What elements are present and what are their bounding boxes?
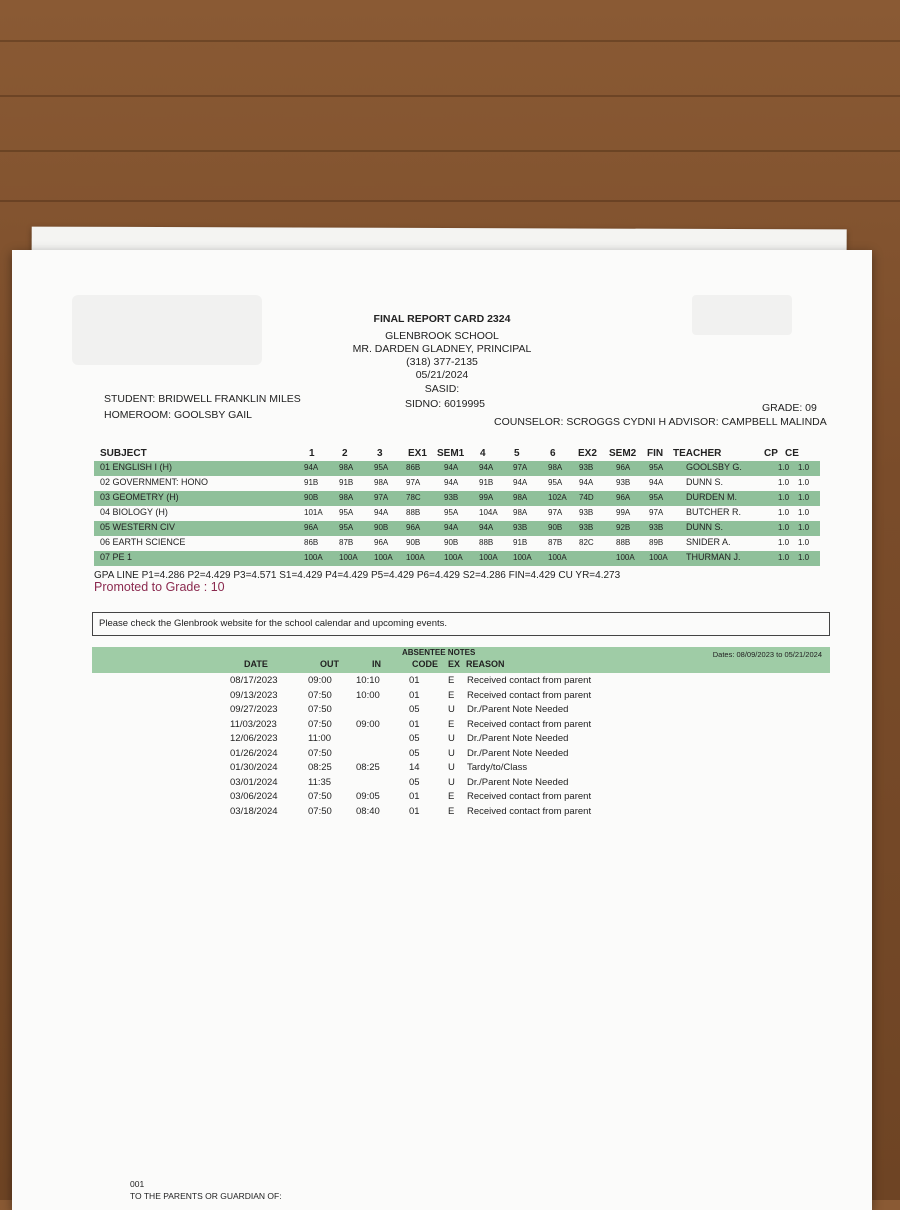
subject-name: 04 BIOLOGY (H): [100, 507, 168, 517]
grades-col-header: SEM2: [609, 448, 637, 459]
absentee-reason: Received contact from parent: [467, 791, 592, 802]
absentee-out: 11:35: [308, 776, 332, 788]
grade-cell-g2: 91B: [339, 478, 354, 487]
school-name: GLENBROOK SCHOOL: [385, 330, 499, 342]
absentee-ex: E: [448, 689, 455, 701]
grade-cell-g3: 96A: [374, 538, 389, 547]
grade-cell-sem1: 94A: [444, 463, 459, 472]
grade-level: GRADE: 09: [762, 402, 817, 414]
principal-name: MR. DARDEN GLADNEY, PRINCIPAL: [352, 343, 532, 355]
grades-col-header: FIN: [647, 448, 664, 459]
grade-cell-sem2: 100A: [616, 553, 635, 562]
credit-ce: 1.0: [798, 538, 810, 547]
footer-page-code: 001: [130, 1179, 145, 1189]
credit-ce: 1.0: [798, 508, 810, 517]
grade-cell-g6: 95A: [548, 478, 563, 487]
credit-cp: 1.0: [778, 553, 790, 562]
grade-cell-g3: 97A: [374, 493, 389, 502]
wood-grain: [0, 150, 900, 152]
absentee-code: 01: [409, 791, 420, 802]
grade-cell-g1: 91B: [304, 478, 319, 487]
grade-cell-g3: 95A: [374, 463, 389, 472]
teacher-name: GOOLSBY G.: [686, 462, 742, 472]
sidno: SIDNO: 6019995: [405, 398, 485, 410]
subject-name: 05 WESTERN CIV: [100, 522, 176, 532]
grade-cell-g4: 99A: [479, 493, 494, 502]
grade-cell-sem1: 100A: [444, 553, 463, 562]
absentee-out: 07:50: [308, 791, 332, 802]
grade-cell-ex1: 100A: [406, 553, 425, 562]
grade-cell-g4: 100A: [479, 553, 498, 562]
teacher-name: DUNN S.: [686, 522, 724, 532]
subject-name: 01 ENGLISH I (H): [100, 462, 173, 472]
grades-col-header: 4: [480, 448, 486, 459]
subject-name: 07 PE 1: [100, 552, 133, 562]
grade-row: [94, 536, 820, 551]
subject-name: 03 GEOMETRY (H): [100, 492, 179, 502]
footer: [130, 1178, 282, 1202]
grade-cell-ex2: 94A: [579, 478, 594, 487]
grade-cell-g4: 88B: [479, 538, 494, 547]
absentee-out: 07:50: [308, 747, 332, 759]
absentee-date: 11/03/2023: [230, 718, 277, 730]
absentee-code: 05: [409, 747, 420, 759]
grade-cell-ex1: 90B: [406, 538, 421, 547]
counselor-advisor: COUNSELOR: SCROGGS CYDNI H ADVISOR: CAMPBELL MALINDA: [494, 416, 827, 428]
grade-cell-sem1: 94A: [444, 478, 459, 487]
grade-row: [94, 461, 820, 476]
grades-col-header: SUBJECT: [100, 448, 147, 459]
grade-cell-ex2: 93B: [579, 523, 594, 532]
credit-cp: 1.0: [778, 508, 790, 517]
subject-name: 02 GOVERNMENT: HONO: [100, 477, 209, 487]
grade-cell-g6: 90B: [548, 523, 563, 532]
credit-cp: 1.0: [778, 493, 790, 502]
teacher-name: THURMAN J.: [686, 552, 741, 562]
grade-cell-sem1: 95A: [444, 508, 459, 517]
grade-cell-ex1: 86B: [406, 463, 421, 472]
grades-col-header: 1: [309, 448, 315, 459]
teacher-name: SNIDER A.: [686, 537, 731, 547]
absentee-out: 07:50: [308, 805, 332, 817]
grades-col-header: 2: [342, 448, 348, 459]
grade-row: [94, 476, 820, 491]
absentee-row: [12, 690, 872, 704]
absentee-ex: E: [448, 791, 455, 802]
grade-cell-ex1: 96A: [406, 523, 421, 532]
grade-cell-sem2: 93B: [616, 478, 631, 487]
report-date: 05/21/2024: [415, 369, 469, 381]
absentee-code: 05: [409, 776, 420, 788]
abs-col-reason: REASON: [466, 659, 505, 669]
grade-cell-g1: 86B: [304, 538, 319, 547]
absentee-reason: Received contact from parent: [467, 689, 592, 701]
grade-cell-ex1: 78C: [406, 493, 421, 502]
absentee-out: 07:50: [308, 718, 332, 730]
absentee-dates: Dates: 08/09/2023 to 05/21/2024: [712, 650, 822, 659]
credit-cp: 1.0: [778, 478, 790, 487]
absentee-row: [12, 675, 872, 689]
absentee-ex: U: [448, 776, 455, 788]
grade-cell-sem2: 96A: [616, 493, 631, 502]
grade-cell-g5: 91B: [513, 538, 528, 547]
student-name: STUDENT: BRIDWELL FRANKLIN MILES: [104, 393, 301, 405]
report-card-page: [12, 250, 872, 1210]
absentee-date: 03/06/2024: [230, 791, 278, 802]
footer-to-line: TO THE PARENTS OR GUARDIAN OF:: [130, 1191, 282, 1201]
grade-cell-g5: 93B: [513, 523, 528, 532]
grade-cell-g1: 94A: [304, 463, 319, 472]
absentee-date: 09/13/2023: [230, 689, 278, 701]
promotion-status: Promoted to Grade : 10: [94, 580, 225, 594]
absentee-reason: Received contact from parent: [467, 675, 592, 686]
grade-cell-g4: 94A: [479, 523, 494, 532]
grades-col-header: SEM1: [437, 448, 465, 459]
grade-cell-g4: 94A: [479, 463, 494, 472]
credit-cp: 1.0: [778, 463, 790, 472]
abs-col-in: IN: [372, 659, 381, 669]
grade-cell-g3: 90B: [374, 523, 389, 532]
grade-cell-g5: 97A: [513, 463, 528, 472]
absentee-ex: U: [448, 762, 455, 773]
absentee-row: [12, 791, 872, 805]
absentee-code: 01: [409, 805, 420, 817]
grade-cell-ex1: 88B: [406, 508, 421, 517]
notice-box: [92, 612, 830, 636]
wood-grain: [0, 200, 900, 202]
absentee-reason: Received contact from parent: [467, 718, 592, 730]
absentee-ex: E: [448, 718, 455, 730]
grade-cell-g6: 102A: [548, 493, 567, 502]
absentee-row: [12, 748, 872, 762]
grade-cell-g1: 100A: [304, 553, 323, 562]
absentee-reason: Dr./Parent Note Needed: [467, 747, 569, 759]
grade-cell-g5: 100A: [513, 553, 532, 562]
absentee-code: 14: [409, 762, 420, 773]
grade-cell-ex2: 93B: [579, 463, 594, 472]
absentee-row: [12, 719, 872, 733]
absentee-in: 09:00: [356, 718, 380, 730]
grade-cell-g1: 101A: [304, 508, 323, 517]
grades-col-header: CP: [764, 448, 778, 459]
absentee-out: 09:00: [308, 675, 332, 686]
absentee-date: 01/30/2024: [230, 762, 278, 773]
absentee-header-bar: [92, 647, 830, 673]
absentee-ex: E: [448, 675, 455, 686]
absentee-row: [12, 704, 872, 718]
grade-row: [94, 521, 820, 536]
teacher-name: DURDEN M.: [686, 492, 737, 502]
grade-cell-sem1: 94A: [444, 523, 459, 532]
absentee-out: 11:00: [308, 733, 332, 744]
grade-cell-fin: 97A: [649, 508, 664, 517]
grade-cell-ex1: 97A: [406, 478, 421, 487]
grade-cell-sem1: 93B: [444, 493, 459, 502]
abs-col-date: DATE: [244, 659, 268, 669]
grade-cell-g2: 87B: [339, 538, 354, 547]
grade-cell-fin: 95A: [649, 493, 664, 502]
grades-col-header: 5: [514, 448, 520, 459]
grade-cell-fin: 94A: [649, 478, 664, 487]
grade-cell-ex2: 82C: [579, 538, 594, 547]
absentee-ex: E: [448, 805, 455, 817]
wood-grain: [0, 95, 900, 97]
grade-cell-g2: 95A: [339, 508, 354, 517]
grades-col-header: CE: [785, 448, 799, 459]
absentee-reason: Dr./Parent Note Needed: [467, 733, 569, 744]
credit-cp: 1.0: [778, 523, 790, 532]
absentee-row: [12, 733, 872, 747]
absentee-ex: U: [448, 704, 455, 715]
grade-row: [94, 506, 820, 521]
absentee-code: 01: [409, 675, 420, 686]
absentee-reason: Dr./Parent Note Needed: [467, 776, 569, 788]
grade-cell-g4: 91B: [479, 478, 494, 487]
grades-col-header: EX1: [408, 448, 427, 459]
absentee-date: 03/18/2024: [230, 805, 278, 817]
absentee-reason: Dr./Parent Note Needed: [467, 704, 569, 715]
absentee-in: 09:05: [356, 791, 380, 802]
absentee-ex: U: [448, 747, 455, 759]
grade-cell-g2: 98A: [339, 463, 354, 472]
absentee-code: 05: [409, 704, 420, 715]
absentee-date: 12/06/2023: [230, 733, 278, 744]
absentee-code: 01: [409, 718, 420, 730]
grade-cell-sem2: 88B: [616, 538, 631, 547]
absentee-in: 08:25: [356, 762, 380, 773]
abs-col-ex: EX: [448, 659, 461, 669]
absentee-reason: Received contact from parent: [467, 805, 592, 817]
abs-col-out: OUT: [320, 659, 339, 669]
credit-ce: 1.0: [798, 493, 810, 502]
notice-text: Please check the Glenbrook website for the school calendar and upcoming events.: [99, 618, 448, 629]
absentee-ex: U: [448, 733, 455, 744]
absentee-date: 09/27/2023: [230, 704, 278, 715]
credit-ce: 1.0: [798, 478, 810, 487]
grade-cell-fin: 89B: [649, 538, 664, 547]
absentee-date: 08/17/2023: [230, 675, 278, 686]
grades-col-header: EX2: [578, 448, 597, 459]
grade-cell-g2: 100A: [339, 553, 358, 562]
absentee-code: 05: [409, 733, 420, 744]
absentee-date: 03/01/2024: [230, 776, 278, 788]
grade-cell-g6: 98A: [548, 463, 563, 472]
report-title: FINAL REPORT CARD 2324: [373, 313, 511, 325]
grade-cell-fin: 95A: [649, 463, 664, 472]
grade-cell-g6: 87B: [548, 538, 563, 547]
absentee-row: [12, 777, 872, 791]
school-phone: (318) 377-2135: [406, 356, 478, 368]
grade-row: [94, 551, 820, 566]
credit-ce: 1.0: [798, 463, 810, 472]
grade-cell-g6: 100A: [548, 553, 567, 562]
grade-cell-g5: 94A: [513, 478, 528, 487]
grade-cell-g6: 97A: [548, 508, 563, 517]
credit-ce: 1.0: [798, 523, 810, 532]
grade-cell-g4: 104A: [479, 508, 498, 517]
grade-cell-sem2: 92B: [616, 523, 631, 532]
absentee-in: 10:10: [356, 675, 380, 686]
grade-cell-sem2: 96A: [616, 463, 631, 472]
absentee-title: ABSENTEE NOTES: [402, 648, 476, 657]
grade-cell-g3: 94A: [374, 508, 389, 517]
wood-grain: [0, 40, 900, 42]
grade-cell-g3: 100A: [374, 553, 393, 562]
grade-cell-g2: 95A: [339, 523, 354, 532]
sasid-label: SASID:: [424, 383, 460, 395]
credit-ce: 1.0: [798, 553, 810, 562]
homeroom: HOMEROOM: GOOLSBY GAIL: [104, 409, 253, 421]
grade-cell-sem1: 90B: [444, 538, 459, 547]
grades-col-header: 6: [550, 448, 556, 459]
absentee-date: 01/26/2024: [230, 747, 278, 759]
abs-col-code: CODE: [412, 659, 439, 669]
absentee-in: 10:00: [356, 689, 380, 701]
grade-cell-ex2: 74D: [579, 493, 594, 502]
absentee-row: [12, 806, 872, 820]
absentee-reason: Tardy/to/Class: [467, 762, 528, 773]
absentee-in: 08:40: [356, 805, 380, 817]
teacher-name: DUNN S.: [686, 477, 724, 487]
absentee-out: 07:50: [308, 704, 332, 715]
absentee-out: 07:50: [308, 689, 332, 701]
grade-cell-g1: 96A: [304, 523, 319, 532]
grade-cell-fin: 93B: [649, 523, 664, 532]
grade-cell-ex2: 93B: [579, 508, 594, 517]
absentee-code: 01: [409, 689, 420, 701]
grades-col-header: TEACHER: [673, 448, 722, 459]
grade-cell-g3: 98A: [374, 478, 389, 487]
absentee-row: [12, 762, 872, 776]
credit-cp: 1.0: [778, 538, 790, 547]
teacher-name: BUTCHER R.: [686, 507, 742, 517]
grade-cell-g5: 98A: [513, 493, 528, 502]
grade-cell-g5: 98A: [513, 508, 528, 517]
grade-cell-sem2: 99A: [616, 508, 631, 517]
grade-row: [94, 491, 820, 506]
gpa-line: GPA LINE P1=4.286 P2=4.429 P3=4.571 S1=4.429 P4=4.429 P5=4.429 P6=4.429 S2=4.286 FIN=4.429 CU YR=4.273: [94, 570, 621, 581]
subject-name: 06 EARTH SCIENCE: [100, 537, 186, 547]
grades-col-header: 3: [377, 448, 383, 459]
grade-cell-fin: 100A: [649, 553, 668, 562]
absentee-out: 08:25: [308, 762, 332, 773]
grade-cell-g2: 98A: [339, 493, 354, 502]
grade-cell-g1: 90B: [304, 493, 319, 502]
